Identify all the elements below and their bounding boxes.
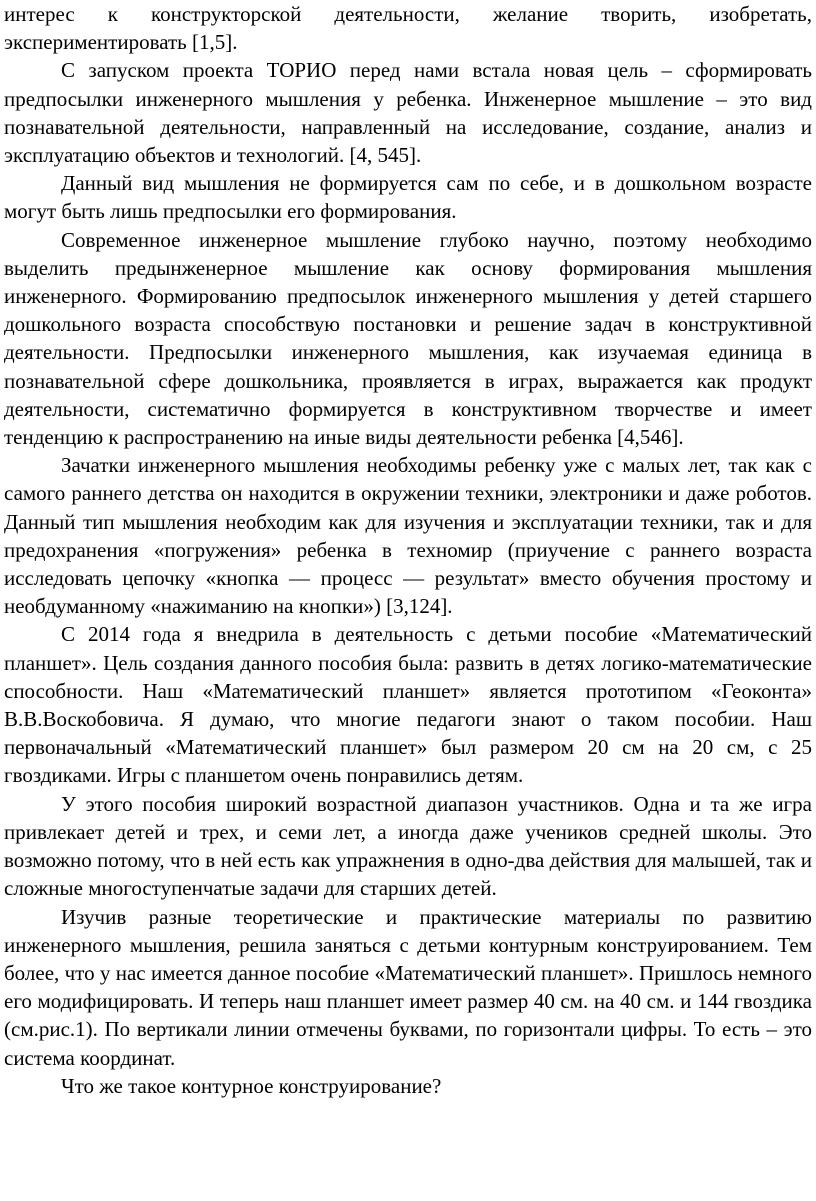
paragraph-question: Что же такое контурное конструирование? <box>61 1073 442 1098</box>
paragraph-engineering-beginnings: Зачатки инженерного мышления необходимы ребенку уже с малых лет, так как с самого раннего детства он находится в окружении техники, электроники и даже роботов. Данный тип мышления необходим как для изучения и эксплуатации техники, так и для предохранения «погружения» ребенка в техномир (приучение с раннего возраста исследовать цепочку «кнопка — процесс — результат» вместо обучения простому и необдуманному «нажиманию на кнопки») [3,124]. <box>4 453 812 619</box>
document-body <box>4 0 812 1100</box>
paragraph-modern-engineering: Современное инженерное мышление глубоко научно, поэтому необходимо выделить предынженерное мышление как основу формирования мышления инженерного. Формированию предпосылок инженерного мышления у детей старшего дошкольного возраста способствую постановки и решение задач в конструктивной деятельности. Предпосылки инженерного мышления, как изучаемая единица в познавательной сфере дошкольника, проявляется в играх, выражается как продукт деятельности, систематично формируется в конструктивном творчестве и имеет тенденцию к распространению на иные виды деятельности ребенка [4,546]. <box>4 227 812 450</box>
paragraph-thinking-type: Данный вид мышления не формируется сам по себе, и в дошкольном возрасте могут быть лишь предпосылки его формирования. <box>4 171 812 224</box>
paragraph-math-tablet: С 2014 года я внедрила в деятельность с детьми пособие «Математический планшет». Цель создания данного пособия была: развить в детях логико-математические способности. Наш «Математический планшет» является прототипом «Геоконта» В.В.Воскобовича. Я думаю, что многие педагоги знают о таком пособии. Наш первоначальный «Математический планшет» был размером 20 см на 20 см, с 25 гвоздиками. Игры с планшетом очень понравились детям. <box>4 622 812 788</box>
paragraph-torio-project: С запуском проекта ТОРИО перед нами встала новая цель – сформировать предпосылки инженерного мышления у ребенка. Инженерное мышление – это вид познавательной деятельности, направленный на исследование, создание, анализ и эксплуатацию объектов и технологий. [4, 545]. <box>4 58 812 168</box>
paragraph-age-range: У этого пособия широкий возрастной диапазон участников. Одна и та же игра привлекает детей и трех, и семи лет, а иногда даже учеников средней школы. Это возможно потому, что в ней есть как упражнения в одно-два действия для малышей, так и сложные многоступенчатые задачи для старших детей. <box>4 791 812 901</box>
paragraph-contour-construction: Изучив разные теоретические и практические материалы по развитию инженерного мышления, решила заняться с детьми контурным конструированием. Тем более, что у нас имеется данное пособие «Математический планшет». Пришлось немного его модифицировать. И теперь наш планшет имеет размер 40 см. на 40 см. и 144 гвоздика (см.рис.1). По вертикали линии отмечены буквами, по горизонтали цифры. То есть – это система координат. <box>4 904 812 1070</box>
paragraph-continuation: интерес к конструкторской деятельности, желание творить, изобретать, экспериментировать [1,5]. <box>4 2 812 55</box>
